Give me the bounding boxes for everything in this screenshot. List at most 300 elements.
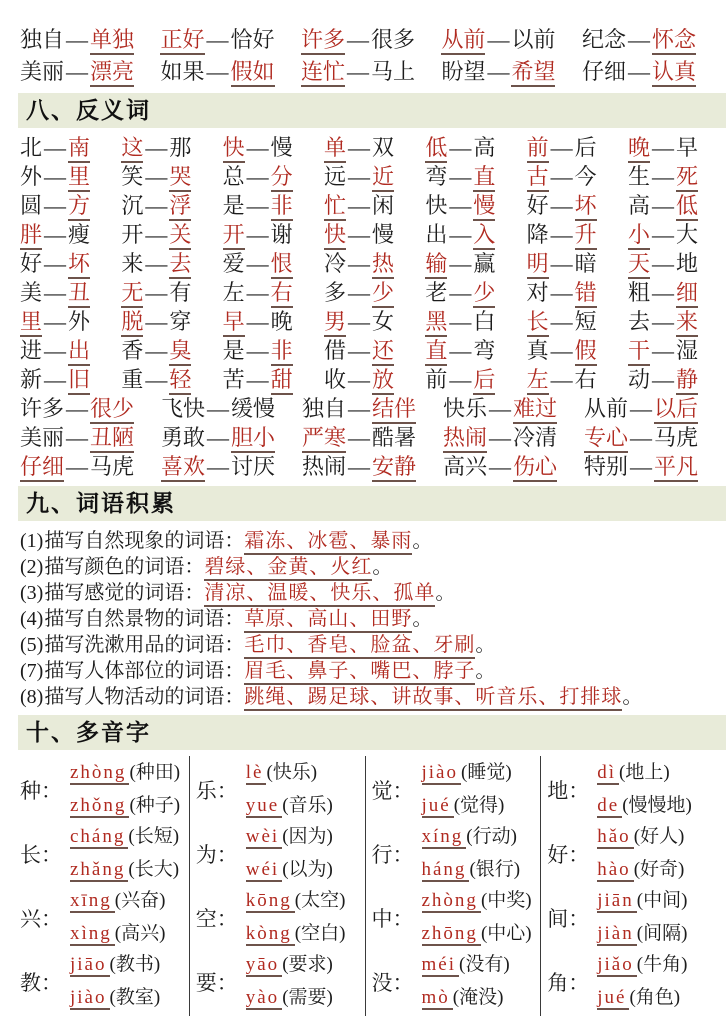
pinyin-reading: kòng <box>246 923 295 946</box>
dash-separator: — <box>246 251 269 276</box>
word-pair <box>20 307 90 336</box>
dash-separator: — <box>145 309 168 334</box>
word-right: 闲 <box>372 193 395 218</box>
antonym-row <box>20 394 698 423</box>
word-left: 多 <box>323 280 346 305</box>
dash-separator: — <box>651 338 674 363</box>
polyphone-entry <box>422 949 537 982</box>
example-word: (淹没) <box>452 987 504 1008</box>
word-left: 黑 <box>425 309 447 337</box>
word-pair <box>324 220 394 249</box>
polyphone-entry <box>246 757 361 790</box>
dash-separator: — <box>488 454 511 479</box>
polyphone-group <box>20 950 185 1014</box>
example-word: (高兴) <box>114 923 166 944</box>
pinyin-reading: mò <box>422 987 453 1010</box>
pinyin-reading: de <box>597 795 622 818</box>
example-word: (地上) <box>619 762 670 783</box>
word-right: 浮 <box>169 193 191 221</box>
word-left: 美丽 <box>20 425 65 450</box>
polyphone-entry <box>70 790 185 823</box>
word-right: 出 <box>68 338 90 366</box>
dash-separator: — <box>348 164 370 189</box>
word-left: 勇敢 <box>160 425 205 450</box>
antonym-row <box>20 278 698 307</box>
pinyin-reading: jiàn <box>597 923 637 946</box>
dash-separator: — <box>627 27 650 52</box>
polyphone-character: 角： <box>547 971 590 995</box>
example-word: (觉得) <box>453 795 505 816</box>
word-left: 输 <box>425 251 447 279</box>
dash-separator: — <box>346 59 369 84</box>
word-pair <box>121 191 191 220</box>
section-header-polyphones <box>18 715 726 750</box>
polyphone-entry <box>597 757 712 790</box>
pinyin-reading: xīng <box>70 890 115 913</box>
polyphone-entries <box>422 821 537 887</box>
word-pair <box>121 365 191 394</box>
word-right: 假 <box>575 338 597 366</box>
example-word: (种田) <box>129 762 181 783</box>
word-right: 近 <box>372 164 394 192</box>
word-right: 少 <box>372 280 394 308</box>
word-pair <box>324 249 394 278</box>
item-label: 描写人物活动的词语： <box>44 686 245 708</box>
pinyin-reading: zhòng <box>422 890 481 913</box>
word-right: 来 <box>676 309 698 337</box>
polyphone-character: 间： <box>547 907 590 931</box>
dash-separator: — <box>651 367 674 392</box>
polyphone-character: 好： <box>547 843 590 867</box>
polyphone-entry <box>422 918 537 951</box>
example-word: (需要) <box>282 987 333 1008</box>
word-pair <box>527 162 597 191</box>
polyphone-entries <box>597 885 712 951</box>
antonyms-block <box>0 131 726 481</box>
word-pair <box>223 220 293 249</box>
word-right: 少 <box>473 280 495 308</box>
word-right: 赢 <box>473 251 496 276</box>
polyphone-entry <box>422 821 537 854</box>
pinyin-reading: zhǎng <box>70 859 128 882</box>
dash-separator: — <box>550 309 573 334</box>
word-right: 白 <box>473 309 496 334</box>
word-left: 开 <box>223 222 245 250</box>
polyphone-character: 觉： <box>371 779 414 803</box>
word-pair <box>441 24 555 56</box>
word-right: 马虎 <box>653 425 698 450</box>
example-word: (快乐) <box>266 762 318 783</box>
word-left: 独自 <box>301 396 346 421</box>
word-right: 恨 <box>271 251 293 279</box>
polyphone-entry <box>246 854 361 887</box>
word-left: 冷 <box>323 251 346 276</box>
word-pair <box>628 365 698 394</box>
word-left: 忙 <box>324 193 346 221</box>
dash-separator: — <box>145 222 168 247</box>
word-pair <box>301 24 415 56</box>
word-left: 去 <box>627 309 650 334</box>
polyphone-group <box>196 822 361 886</box>
example-word: (中间) <box>636 890 688 911</box>
item-words: 碧绿、金黄、火红 <box>204 556 372 581</box>
word-right: 以前 <box>511 27 556 52</box>
word-pair <box>20 24 134 56</box>
polyphone-entry <box>70 982 185 1015</box>
word-right: 酷暑 <box>371 425 416 450</box>
word-pair <box>584 452 698 481</box>
word-left: 快 <box>425 193 448 218</box>
item-words: 草原、高山、田野 <box>244 608 412 633</box>
word-pair <box>121 133 191 162</box>
example-word: (教室) <box>109 987 161 1008</box>
item-number: (3) <box>20 582 44 604</box>
dash-separator: — <box>145 135 168 160</box>
dash-separator: — <box>145 280 168 305</box>
word-left: 高 <box>627 193 650 218</box>
word-pair <box>20 423 134 452</box>
dash-separator: — <box>44 280 67 305</box>
word-pair <box>425 162 495 191</box>
word-pair <box>425 220 495 249</box>
word-pair <box>582 24 696 56</box>
word-left: 专心 <box>584 425 628 453</box>
dash-separator: — <box>346 27 369 52</box>
dash-separator: — <box>66 454 89 479</box>
section-title: 九、词语积累 <box>26 490 176 516</box>
word-pair <box>121 278 191 307</box>
polyphone-group <box>372 822 537 886</box>
word-right: 大 <box>675 222 698 247</box>
example-word: (种子) <box>129 795 181 816</box>
polyphone-column <box>541 756 716 1016</box>
word-right: 分 <box>271 164 293 192</box>
word-right: 臭 <box>169 338 191 366</box>
word-right: 假如 <box>231 59 275 87</box>
polyphone-entry <box>246 885 361 918</box>
polyphone-entries <box>597 949 712 1015</box>
polyphone-entry <box>246 790 361 823</box>
antonym-row <box>20 452 698 481</box>
word-right: 错 <box>575 280 597 308</box>
synonyms-block <box>0 0 726 88</box>
word-left: 是 <box>222 338 245 363</box>
word-pair <box>20 336 90 365</box>
word-pair <box>301 56 415 88</box>
word-left: 笑 <box>121 164 144 189</box>
polyphone-entry <box>422 790 537 823</box>
polyphone-entry <box>597 918 712 951</box>
word-left: 重 <box>121 367 144 392</box>
word-pair <box>223 336 293 365</box>
word-left: 盼望 <box>441 59 486 84</box>
polyphone-entries <box>70 821 185 887</box>
polyphone-entries <box>597 757 712 823</box>
word-right: 以后 <box>654 396 698 424</box>
word-left: 进 <box>20 338 43 363</box>
antonym-row <box>20 336 698 365</box>
dash-separator: — <box>651 309 674 334</box>
polyphone-entry <box>422 885 537 918</box>
antonym-row <box>20 249 698 278</box>
example-word: (要求) <box>282 954 333 975</box>
word-left: 前 <box>425 367 448 392</box>
word-right: 晚 <box>270 309 293 334</box>
word-right: 右 <box>271 280 293 308</box>
word-right: 非 <box>271 338 293 366</box>
polyphone-entries <box>422 949 537 1015</box>
word-left: 外 <box>20 164 43 189</box>
word-right: 短 <box>574 309 597 334</box>
example-word: (银行) <box>469 859 521 880</box>
example-word: (中心) <box>480 923 532 944</box>
word-left: 里 <box>20 309 42 337</box>
word-pair <box>223 365 293 394</box>
word-pair <box>20 56 134 88</box>
word-left: 古 <box>527 164 549 192</box>
word-pair <box>584 423 698 452</box>
word-pair <box>20 278 90 307</box>
word-left: 热闹 <box>443 425 487 453</box>
word-pair <box>302 394 416 423</box>
polyphone-table <box>14 756 716 1016</box>
word-pair <box>443 452 557 481</box>
dash-separator: — <box>629 454 652 479</box>
word-pair <box>20 394 134 423</box>
word-pair <box>324 278 394 307</box>
word-left: 仔细 <box>581 59 626 84</box>
section-title: 十、多音字 <box>26 719 151 745</box>
example-word: (音乐) <box>282 795 333 816</box>
example-word: (好奇) <box>633 859 685 880</box>
antonym-row <box>20 423 698 452</box>
pinyin-reading: zhǒng <box>70 795 129 818</box>
word-left: 从前 <box>583 396 628 421</box>
word-right: 缓慢 <box>231 396 276 421</box>
word-left: 长 <box>527 309 549 337</box>
word-right: 马虎 <box>90 454 135 479</box>
antonym-row <box>20 307 698 336</box>
word-right: 瘦 <box>68 222 91 247</box>
accumulation-item <box>20 580 706 606</box>
polyphone-entry <box>70 918 185 951</box>
word-right: 南 <box>68 135 90 163</box>
word-right: 安静 <box>372 454 416 482</box>
polyphone-group <box>547 950 712 1014</box>
word-pair <box>302 423 416 452</box>
dash-separator: — <box>449 309 472 334</box>
word-right: 静 <box>676 367 698 395</box>
polyphone-group <box>196 950 361 1014</box>
dash-separator: — <box>246 193 269 218</box>
pinyin-reading: háng <box>422 859 470 882</box>
dash-separator: — <box>44 367 67 392</box>
example-word: (角色) <box>629 987 681 1008</box>
word-right: 死 <box>676 164 698 192</box>
dash-separator: — <box>145 251 168 276</box>
polyphone-entry <box>422 982 537 1015</box>
word-pair <box>527 278 597 307</box>
word-pair <box>324 365 394 394</box>
antonym-row <box>20 162 698 191</box>
dash-separator: — <box>348 309 370 334</box>
polyphone-group <box>196 758 361 822</box>
word-pair <box>584 394 698 423</box>
polyphone-group <box>547 822 712 886</box>
dash-separator: — <box>66 396 89 421</box>
dash-separator: — <box>347 396 370 421</box>
item-number: (4) <box>20 608 44 630</box>
word-left: 干 <box>628 338 650 366</box>
word-left: 晚 <box>628 135 650 163</box>
word-right: 慢 <box>372 222 395 247</box>
accumulation-item <box>20 606 706 632</box>
pinyin-reading: wèi <box>246 826 282 849</box>
dash-separator: — <box>206 59 229 84</box>
dash-separator: — <box>449 280 472 305</box>
item-label: 描写感觉的词语： <box>44 582 205 604</box>
word-pair <box>425 249 495 278</box>
word-left: 生 <box>627 164 650 189</box>
word-left: 单 <box>324 135 346 163</box>
dash-separator: — <box>347 425 370 450</box>
word-pair <box>628 191 698 220</box>
dash-separator: — <box>629 396 652 421</box>
item-period: 。 <box>435 582 456 604</box>
dash-separator: — <box>66 27 89 52</box>
pinyin-reading: hǎo <box>597 826 633 849</box>
dash-separator: — <box>348 367 370 392</box>
word-right: 还 <box>372 338 394 366</box>
word-pair <box>223 133 293 162</box>
word-right: 恰好 <box>230 27 275 52</box>
dash-separator: — <box>246 135 269 160</box>
word-pair <box>324 162 394 191</box>
dash-separator: — <box>44 251 67 276</box>
pinyin-reading: kōng <box>246 890 295 913</box>
word-right: 升 <box>575 222 597 250</box>
word-pair <box>527 336 597 365</box>
polyphone-entry <box>422 854 537 887</box>
polyphone-character: 种： <box>20 779 62 803</box>
dash-separator: — <box>488 425 511 450</box>
item-words: 眉毛、鼻子、嘴巴、脖子 <box>244 660 475 685</box>
word-left: 严寒 <box>302 425 346 453</box>
word-left: 借 <box>323 338 346 363</box>
dash-separator: — <box>449 222 472 247</box>
word-left: 许多 <box>301 27 345 55</box>
word-left: 老 <box>425 280 448 305</box>
example-word: (教书) <box>109 954 161 975</box>
word-right: 方 <box>68 193 90 221</box>
polyphone-character: 教： <box>20 971 62 995</box>
word-pair <box>161 394 275 423</box>
word-right: 认真 <box>652 59 696 87</box>
item-words: 霜冻、冰雹、暴雨 <box>244 530 412 555</box>
word-right: 伤心 <box>513 454 557 482</box>
polyphone-character: 中： <box>371 907 414 931</box>
word-left: 收 <box>323 367 346 392</box>
word-left: 早 <box>223 309 245 337</box>
word-pair <box>324 191 394 220</box>
word-left: 降 <box>526 222 549 247</box>
word-pair <box>20 133 90 162</box>
example-word: (兴奋) <box>114 890 166 911</box>
word-left: 对 <box>526 280 549 305</box>
word-pair <box>527 220 597 249</box>
word-left: 如果 <box>160 59 205 84</box>
dash-separator: — <box>550 193 573 218</box>
accumulation-block <box>0 524 726 710</box>
dash-separator: — <box>550 222 573 247</box>
accumulation-item <box>20 632 706 658</box>
pinyin-reading: yào <box>246 987 282 1010</box>
word-right: 结伴 <box>372 396 416 424</box>
word-right: 穿 <box>169 309 192 334</box>
word-pair <box>527 307 597 336</box>
item-period: 。 <box>622 686 643 708</box>
word-right: 右 <box>574 367 597 392</box>
polyphone-character: 地： <box>547 779 590 803</box>
polyphone-entries <box>246 757 361 823</box>
word-right: 入 <box>473 222 495 250</box>
dash-separator: — <box>44 338 67 363</box>
word-left: 左 <box>222 280 245 305</box>
word-left: 连忙 <box>301 59 345 87</box>
word-pair <box>20 249 90 278</box>
word-left: 圆 <box>20 193 43 218</box>
dash-separator: — <box>206 27 229 52</box>
dash-separator: — <box>449 193 472 218</box>
word-pair <box>527 191 597 220</box>
polyphone-entries <box>246 885 361 951</box>
word-pair <box>443 394 557 423</box>
word-right: 丑 <box>68 280 90 308</box>
word-right: 单独 <box>90 27 134 55</box>
word-left: 沉 <box>121 193 144 218</box>
pinyin-reading: jué <box>597 987 629 1010</box>
dash-separator: — <box>550 251 573 276</box>
example-word: (空白) <box>294 923 346 944</box>
word-left: 粗 <box>627 280 650 305</box>
pinyin-reading: zhōng <box>422 923 481 946</box>
example-word: (牛角) <box>636 954 688 975</box>
word-pair <box>302 452 416 481</box>
word-left: 动 <box>627 367 650 392</box>
pinyin-reading: jué <box>422 795 454 818</box>
dash-separator: — <box>348 135 370 160</box>
dash-separator: — <box>348 222 370 247</box>
pinyin-reading: cháng <box>70 826 128 849</box>
word-left: 前 <box>527 135 549 163</box>
word-left: 出 <box>425 222 448 247</box>
item-number: (5) <box>20 634 44 656</box>
item-period: 。 <box>372 556 393 578</box>
word-left: 小 <box>628 222 650 250</box>
word-right: 慢 <box>270 135 293 160</box>
item-period: 。 <box>412 608 433 630</box>
word-right: 胆小 <box>231 425 275 453</box>
word-right: 讨厌 <box>231 454 276 479</box>
polyphone-entry <box>597 854 712 887</box>
polyphone-character: 空： <box>195 907 238 931</box>
item-words: 毛巾、香皂、脸盆、牙刷 <box>244 634 475 659</box>
polyphone-group <box>372 758 537 822</box>
accumulation-item <box>20 528 706 554</box>
word-right: 平凡 <box>654 454 698 482</box>
item-period: 。 <box>475 660 496 682</box>
word-pair <box>161 452 275 481</box>
